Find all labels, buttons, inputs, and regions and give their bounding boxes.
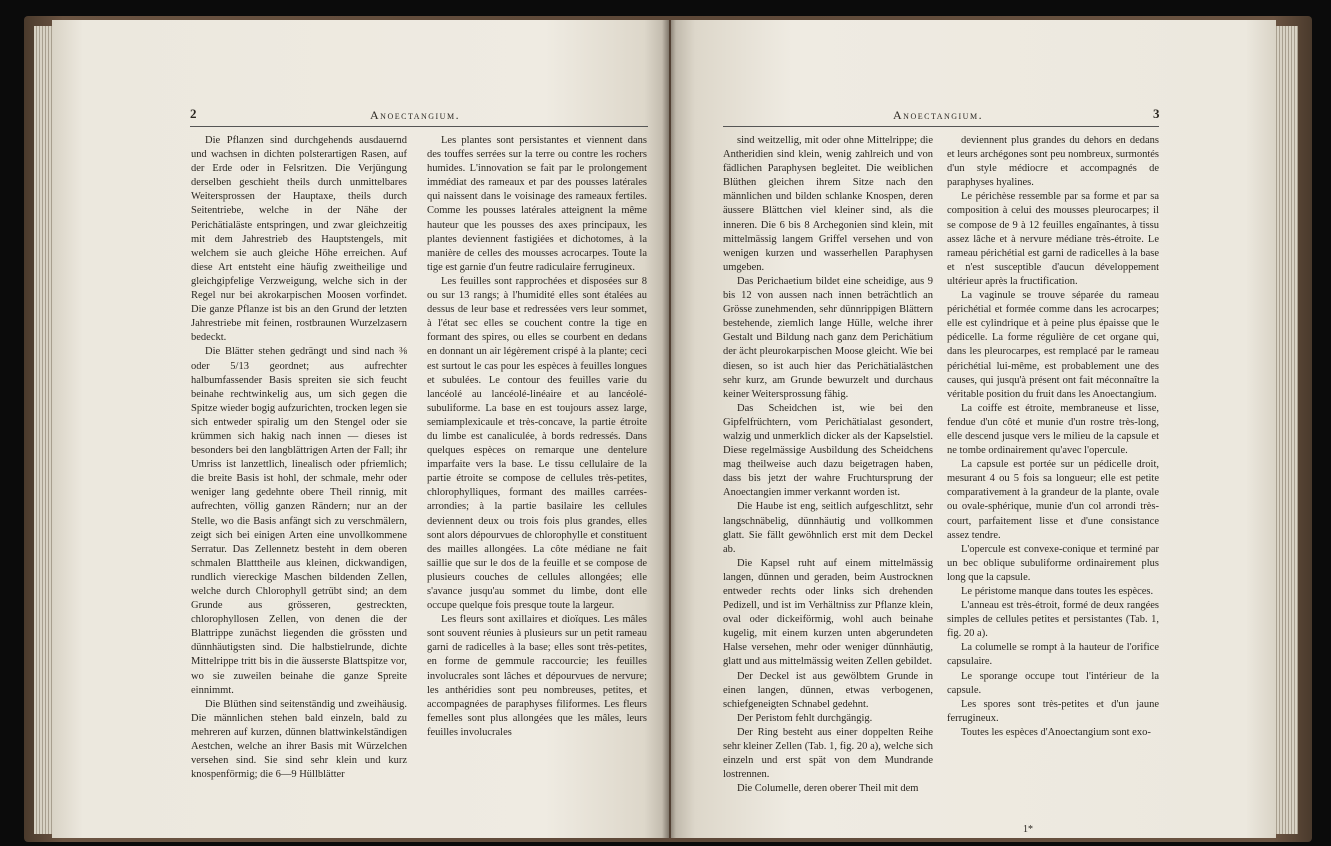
paragraph: La vaginule se trouve séparée du rameau périchétial et formée comme dans les acrocarpes; elle est cylindrique et à peine plus épaisse que le pédicelle. La forme régulière de cet organe qui, dans les pleurocarpes, est remplacé par le rameau périchétial lui-même, est probablement une des causes, qui jusqu'à présent ont fait méconnaître la véritable position du fruit dans les Anoectangium. <box>947 290 1159 400</box>
german-column <box>723 134 933 824</box>
paragraph: Die Blätter stehen gedrängt und sind nach ⅜ oder 5/13 geordnet; aus aufrechter halbumfassender Basis spreiten sie sich feucht beinahe rechtwinkelig aus, um sich gegen die Spitze wieder bogig aufzurichten, trocken legen sie sich entweder spiralig um den Stengel oder sie krümmen sich hakig nach innen — dieses ist besonders bei den langblättrigen Arten der Fall; ihr Umriss ist lanzettlich, linealisch oder pfriemlich; die breite Basis ist hohl, der schmale, mehr oder weniger lang gedehnte obere Theil rinnig, mit aufrechten, völlig ganzen Rändern; nur an der Stelle, wo die Basis anfängt sich zu verschmälern, zeigt sich bei einigen Arten eine unvollkommene Serratur. Das Zellennetz besteht in dem oberen schmalen Blatttheile aus kleinen, dickwandigen, rundlich viereckige Maschen bildenden Zellen, welche durch Chlorophyll getrübt sind; an dem Grunde aus grösseren, gestreckten, chlorophyllosen Zellen, von denen die der Blattrippe zunächst liegenden die grössten und dünnhäutigsten sind. Die halbstielrunde, dichte Mittelrippe tritt bis in die äusserste Blattspitze vor, wo sie zuweilen beinahe die ganze Spreite einnimmt. <box>191 346 407 696</box>
page-number: 2 <box>190 106 197 121</box>
paragraph: Die Blüthen sind seitenständig und zweihäusig. Die männlichen stehen bald einzeln, bald zu mehreren auf kurzen, dünnen blattwinkelständigen Aestchen, welche an ihrer Basis mit Würzelchen versehen sind. Sie sind sehr klein und kurz knospenförmig; die 6—9 Hüllblätter <box>191 698 407 781</box>
paragraph: Das Perichaetium bildet eine scheidige, aus 9 bis 12 von aussen nach innen beträchtlich an Grösse zunehmenden, sehr dünnrippigen Blättern bestehende, ziemlich lange Hülle, welche ihrer Gestalt und Bildung nach ganz dem Perichätium der ächt pleurokarpischen Moose gleicht. Wie bei diesen, so ist auch hier das Perichätialästchen sehr kurz, am Grunde bewurzelt und durchaus keiner Weitersprossung fähig. <box>723 275 933 400</box>
paragraph: Le sporange occupe tout l'intérieur de la capsule. <box>947 670 1159 696</box>
header-rule <box>723 126 1159 127</box>
paragraph: Der Peristom fehlt durchgängig. <box>737 712 873 724</box>
signature-mark: 1* <box>1023 824 1033 835</box>
paragraph: Die Kapsel ruht auf einem mittelmässig langen, dünnen und geraden, beim Austrocknen entweder rechts oder links sich drehenden Pedizell, und ist im Verhältniss zur Pflanze klein, oval oder dickeiförmig, wohl auch beinahe kugelig, mit einem kurzen unten abgerundeten Halse versehen, mehr oder weniger dünnhäutig, glatt und aus mittelmässig weiten Zellen gebildet. <box>723 557 933 668</box>
paragraph: Le périchèse ressemble par sa forme et par sa composition à celui des mousses pleurocarpes; il se compose de 9 à 12 feuilles engaînantes, à tissu assez lâche et à nervure médiane très-étroite. Le rameau périchétial est garni de radicelles à la base et n'est susceptible d'aucun développement ultérieur après la fructification. <box>947 191 1159 287</box>
running-head: Anoectangium. <box>893 108 984 122</box>
paragraph: Die Haube ist eng, seitlich aufgeschlitzt, sehr langschnäbelig, dünnhäutig und vollkommen glatt. Sie fällt gewöhnlich erst mit dem Deckel ab. <box>723 501 933 555</box>
paragraph: Toutes les espèces d'Anoectangium sont exo- <box>961 726 1151 738</box>
french-column <box>947 134 1159 824</box>
paragraph: Le péristome manque dans toutes les espèces. <box>961 586 1154 597</box>
german-column <box>191 134 407 824</box>
left-page <box>52 20 669 838</box>
paragraph: L'opercule est convexe-conique et terminé par un bec oblique subuliforme ordinairement plus long que la capsule. <box>947 543 1159 583</box>
page-edges-left <box>34 26 52 834</box>
paragraph: La capsule est portée sur un pédicelle droit, mesurant 4 ou 5 fois sa longueur; elle est petite comparativement à la grandeur de la plante, ovale ou ovale-sphérique, munie d'un col arrondi très-court, parfaitement lisse et d'une consistance assez tendre. <box>947 459 1159 541</box>
right-page <box>671 20 1276 838</box>
book-gutter <box>662 20 676 838</box>
header-rule <box>190 126 648 127</box>
paragraph: Les plantes sont persistantes et viennent dans des touffes serrées sur la terre ou contre les rochers humides. L'innovation se fait par le prolongement immédiat des rameaux et par des pousses latérales qui naissent dans le voisinage des rameaux fertiles. Comme les pousses latérales atteignent la même hauteur que les pousses des axes principaux, les plantes deviennent fastigiées et dichotomes, à la manière de celles des mousses acrocarpes. Toute la tige est garnie d'un feutre radiculaire ferrugineux. <box>427 135 647 273</box>
paragraph: Das Scheidchen ist, wie bei den Gipfelfrüchtern, vom Perichätialast gesondert, walzig und unmerklich dicker als der Kapselstiel. Diese regelmässige Ausbildung des Scheidchens mag theilweise auch dazu beigetragen haben, dass bis jetzt der wahre Fruchtursprung der Anoectangien immer verkannt worden ist. <box>723 402 933 499</box>
paragraph: Die Pflanzen sind durchgehends ausdauernd und wachsen in dichten polsterartigen Rasen, auf der Erde oder in Felsritzen. Die Verjüngung derselben geschieht theils durch unmittelbares Weitersprossen der Hauptaxe, theils durch Seitentriebe, welche in der Nähe der Perichätialäste entspringen, und zwar gleichzeitig mit dem Jahrestrieb des Hauptstengels, mit welchem sie auch gleiche Höhe erreichen. Auf diese Art entsteht eine häufig zweitheilige und gleichgipfelige Verzweigung, welche sich in der Regel nur bei akrokarpischen Moosen vorfindet. Die ganze Pflanze ist bis an den Grund der letzten Jahrestriebe mit feinen, rostbraunen Wurzelzasern bedeckt. <box>191 135 407 344</box>
paragraph: deviennent plus grandes du dehors en dedans et leurs archégones sont peu nombreux, surmontés d'un style médiocre et accompagnés de paraphyses hyalines. <box>947 135 1159 189</box>
paragraph: sind weitzellig, mit oder ohne Mittelrippe; die Antheridien sind klein, wenig zahlreich und von fädlichen Paraphysen begleitet. Die weiblichen Blüthen gleichen ihrem Sitze nach den männlichen und bilden schlanke Knospen, deren äussere Blättchen viel kleiner sind, als die inneren. Die 6 bis 8 Archegonien sind klein, mit mittelmässig langem Griffel versehen und von wenigen kurzen und wasserhellen Paraphysen umgeben. <box>723 135 933 273</box>
paragraph: La columelle se rompt à la hauteur de l'orifice capsulaire. <box>947 642 1159 668</box>
page-number: 3 <box>1153 106 1160 121</box>
paragraph: Die Columelle, deren oberer Theil mit dem <box>737 783 919 795</box>
paragraph: Der Ring besteht aus einer doppelten Reihe sehr kleiner Zellen (Tab. 1, fig. 20 a), welche sich einzeln und erst spät von dem Mundrande lostrennen. <box>723 726 933 781</box>
running-head: Anoectangium. <box>370 108 461 122</box>
paragraph: Der Deckel ist aus gewölbtem Grunde in einen langen, dünnen, etwas verbogenen, schiefgeneigten Schnabel gedehnt. <box>723 670 933 710</box>
french-column <box>427 134 647 824</box>
paragraph: Les fleurs sont axillaires et dioïques. Les mâles sont souvent réunies à plusieurs sur un petit rameau garni de radicelles à la base; elles sont très-petites, en forme de gemmule raccourcie; les feuilles involucrales sont lâches et dépourvues de nervure; les anthéridies sont peu nombreuses, petites, et accompagnées de paraphyses filiformes. Les fleurs femelles sont plus allongées que les mâles, leurs feuilles involucrales <box>427 614 647 738</box>
paragraph: Les feuilles sont rapprochées et disposées sur 8 ou sur 13 rangs; à l'humidité elles sont étalées au dessus de leur base et redressées vers leur sommet, à l'état sec elles se couchent contre la tige en formant des spires, ou elles se courbent en dedans en donnant un air légèrement crispé à la plante; ceci est surtout le cas pour les espèces à feuilles longues et subulées. Le contour des feuilles varie du lancéolé au lancéolé-linéaire et au lancéolé-subuliforme. La base en est toujours assez large, semiamplexicaule et très-concave, la partie étroite du limbe est canaliculée, à bords redressés. Dans quelques espèces on remarque une dentelure imparfaite vers la base. Le tissu cellulaire de la partie étroite se compose de cellules très-petites, chlorophylliques, formant des mailles carrées-arrondies; à la partie basilaire les cellules deviennent deux ou trois fois plus grandes, elles sont alors dépourvues de chlorophylle et constituent des mailles allongées. La côte médiane ne fait saillie que sur le dos de la feuille et se compose de plusieurs couches de cellules allongées; elle s'avance jusqu'au sommet du limbe, dont elle occupe quelque fois presque toute la largeur. <box>427 275 647 612</box>
paragraph: L'anneau est très-étroit, formé de deux rangées simples de cellules petites et persistantes (Tab. 1, fig. 20 a). <box>947 600 1159 640</box>
paragraph: Les spores sont très-petites et d'un jaune ferrugineux. <box>947 698 1159 724</box>
page-edges-right <box>1276 26 1298 834</box>
paragraph: La coiffe est étroite, membraneuse et lisse, fendue d'un côté et munie d'un rostre très-long, elle descend jusque vers le milieu de la capsule et ne tombe ordinairement qu'avec l'opercule. <box>947 402 1159 457</box>
